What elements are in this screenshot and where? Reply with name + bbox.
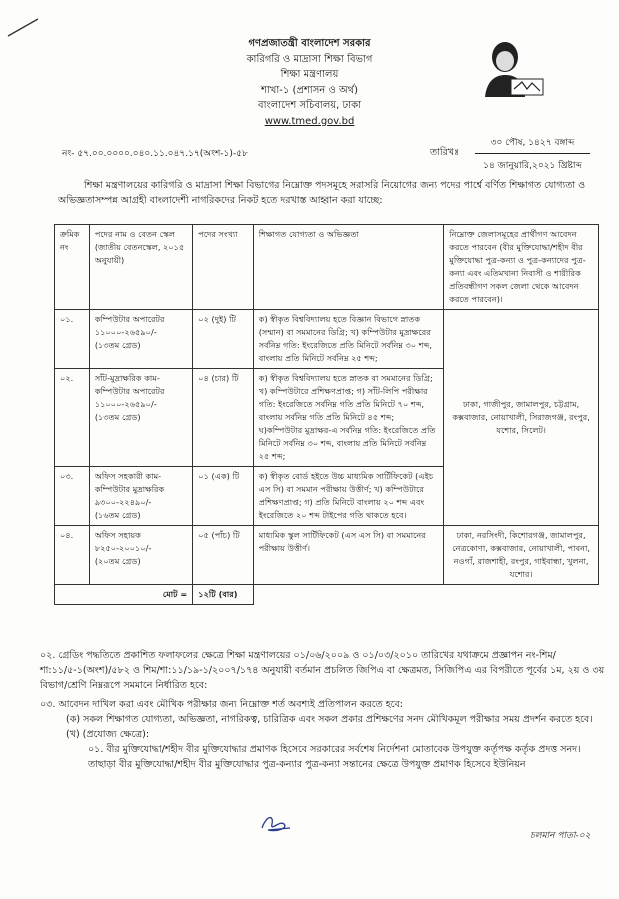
cell-post	[89, 467, 192, 526]
cell-districts-group1: ঢাকা, গাজীপুর, জামালপুর, চট্টগ্রাম, কক্সবাজার, নোয়াখালী, সিরাজগঞ্জ, রংপুর, যশোর, সিলেট।	[444, 310, 599, 526]
cell-count: ০২ (দুই) টি	[193, 310, 253, 369]
post-name: অফিস সহকারী কাম-কম্পিউটার মুদ্রাক্ষরিক	[94, 471, 165, 494]
table-header-row	[55, 225, 599, 310]
cell-qualification: ক) স্বীকৃত বিশ্ববিদ্যালয় হতে স্নাতক বা সমমানের ডিগ্রি; খ) কম্পিউটারে প্রশিক্ষণপ্রাপ্ত; গ) সাঁট-লিপি পরীক্ষার গতি: ইংরেজিতে সর্বনিম্ন গতি প্রতি মিনিটে ৭০ শব্দ, বাংলায় সর্বনিম্ন গতি প্রতি মিনিটে ৪৫ শব্দ; ঘ)কম্পিউটার মুদ্রাক্ষর-এ সর্বনিম্ন গতি: ইংরেজিতে প্রতি মিনিটে সর্বনিম্ন ৩০ শব্দ, বাংলায় প্রতি মিনিটে সর্বনিম্ন ২৫ শব্দ;	[253, 369, 444, 467]
initial-signature	[258, 810, 294, 836]
total-label: মোট =	[55, 585, 193, 605]
header-post: পদের নাম ও বেতন স্কেল (জাতীয় বেতনস্কেল, ২০১৫ অনুযায়ী)	[89, 225, 192, 310]
pay-scale: ১১০০০-২৬৫৯০/-	[94, 399, 157, 409]
memo-number: নং- ৫৭.০০.০০০০.০৪০.১১.০৪৭.১৭(অংশ-১)-৫৮	[62, 149, 248, 159]
grade: (১৩তম গ্রেড)	[94, 340, 141, 350]
date-block	[475, 134, 590, 173]
pen-mark	[6, 16, 40, 38]
grade: (১৬তম গ্রেড)	[94, 510, 141, 520]
date-label: তারিখঃ	[430, 147, 460, 158]
cell-qualification: ক) স্বীকৃত বোর্ড হইতে উচ্চ মাধ্যমিক সার্টিফিকেট (এইচ এস সি) বা সমমান পরীক্ষায় উত্তীর্ণ; খ) কম্পিউটারে প্রশিক্ষণপ্রাপ্ত; গ) প্রতি মিনিটে বাংলায় ২০ শব্দ এবং ইংরেজিতে ২০ শব্দ টাইপের গতি থাকতে হবে।	[253, 467, 444, 526]
paragraph-grading: ০২. গ্রেডিং পদ্ধতিতে প্রকাশিত ফলাফলের ক্ষেত্রে শিক্ষা মন্ত্রণালয়ের ০১/০৬/২০০৯ ও ০১/০৩/২০১০ তারিখের যথাক্রমে প্রজ্ঞাপন নং-শিম/শা:১১/৫-১(অংশ)/৫৮২ ও শিম/শা:১১/১৯-১/২০০৭/১৭৪ অনুযায়ী বর্তমান প্রচলিত জিপিএ বা ক্ষেত্রমত, সিজিপিএ এর বিপরীতে পূর্বের ১ম, ২য় ও ৩য় বিভাগ/শ্রেণি নিম্নরূপে সমমানে নির্ধারিত হবে:	[40, 650, 605, 691]
pay-scale: ৯৩০০-২২৪৯০/-	[94, 497, 152, 507]
paragraph-conditions: ০৩. আবেদন দাখিল করা এবং মৌখিক পরীক্ষার জন্য নিম্নোক্ত শর্ত অবশ্যই প্রতিপালন করতে হবে:	[40, 699, 403, 710]
cell-serial: ০২.	[55, 369, 90, 467]
cell-qualification: ক) স্বীকৃত বিশ্ববিদ্যালয় হতে বিজ্ঞান বিভাগে স্নাতক (সম্মান) বা সমমানের ডিগ্রি; খ) কম্পিউটার মুদ্রাক্ষরের সর্বনিম্ন গতি: ইংরেজিতে প্রতি মিনিটে সর্বনিম্ন ৩০ শব্দ, বাংলায় প্রতি মিনিটে সর্বনিম্ন ২৫ শব্দ;	[253, 310, 444, 369]
cell-count: ০৪ (চার) টি	[193, 369, 253, 467]
post-name: কম্পিউটার অপারেটর	[94, 314, 165, 324]
cell-count: ০৫ (পাঁচ) টি	[193, 526, 253, 585]
cell-post	[89, 310, 192, 369]
table-row	[55, 310, 599, 369]
header-qualification: শিক্ষাগত যোগ্যতা ও অভিজ্ঞতা	[253, 225, 444, 310]
date-bangla: ৩০ পৌষ, ১৪২৭ বঙ্গাব্দ	[475, 134, 590, 154]
total-value: ১২টি (বার)	[193, 585, 253, 605]
cell-post	[89, 526, 192, 585]
cell-serial: ০৩.	[55, 467, 90, 526]
website-link[interactable]: www.tmed.gov.bd	[264, 115, 355, 127]
government-name: গণপ্রজাতন্ত্রী বাংলাদেশ সরকার	[248, 38, 371, 49]
intro-paragraph: শিক্ষা মন্ত্রণালয়ের কারিগরি ও মাদ্রাসা শিক্ষা বিভাগের নিম্নোক্ত পদসমূহে সরাসরি নিয়োগের জন্য পদের পার্শ্বে বর্ণিত শিক্ষাগত যোগ্যতা ও অভিজ্ঞতাসম্পন্ন আগ্রহী বাংলাদেশী নাগরিকদের নিকট হতে দরখাস্ত আহ্বান করা যাচ্ছে:	[58, 180, 586, 206]
condition-b: (খ) (প্রযোজ্য ক্ষেত্রে):	[66, 729, 150, 740]
table-total-row	[55, 585, 599, 605]
cell-count: ০১ (এক) টি	[193, 467, 253, 526]
header-districts: নিম্নোক্ত জেলাসমূহের প্রার্থীগণ আবেদন করতে পারবেন (বীর মুক্তিযোদ্ধা/শহীদ বীর মুক্তিযোদ্ধা পুত্র-কন্যা ও পুত্র-কন্যাদের পুত্র-কন্যা এবং এতিমখানা নিবাসী ও শারীরিক প্রতিবন্ধীগণ সকল জেলা থেকে আবেদন করতে পারবেন)।	[444, 225, 599, 310]
mujib-centenary-logo	[475, 35, 545, 97]
continued-page-note: চলমান পাতা-০২	[530, 831, 591, 841]
header-count: পদের সংখ্যা	[193, 225, 253, 310]
pay-scale: ১১০০০-২৬৫৯০/-	[94, 327, 157, 337]
cell-qualification: মাধ্যমিক স্কুল সার্টিফিকেট (এস এস সি) বা সমমানের পরীক্ষায় উত্তীর্ণ।	[253, 526, 444, 585]
post-name: অফিস সহায়ক	[94, 530, 141, 540]
cell-districts-group2: ঢাকা, নরসিংদী, কিশোরগঞ্জ, জামালপুর, নেত্রকোণা, কক্সবাজার, নোয়াখালী, পাবনা, নওগাঁ, রাজশাহী, রংপুর, গাইবান্ধা, খুলনা, যশোর।	[444, 526, 599, 585]
date-english: ১৪ জানুয়ারি,২০২১ খ্রিষ্টাব্দ	[483, 161, 582, 171]
grade: (২০তম গ্রেড)	[94, 556, 141, 566]
body-text	[40, 648, 605, 772]
condition-a: (ক) সকল শিক্ষাগত যোগ্যতা, অভিজ্ঞতা, নাগরিকত্ব, চারিত্রিক এবং সকল প্রকার প্রশিক্ষণের সনদ মৌখিকমূল পরীক্ষার সময় প্রদর্শন করতে হবে।	[66, 714, 593, 725]
grade: (১৩তম গ্রেড)	[94, 412, 141, 422]
cell-serial: ০১.	[55, 310, 90, 369]
pay-scale: ৮২৫০-২০০১০/-	[94, 543, 152, 553]
condition-b-1: ০১. বীর মুক্তিযোদ্ধা/শহীদ বীর মুক্তিযোদ্ধার প্রমাণক হিসেবে সরকারের সর্বশেষ নির্দেশনা মোতাবেক উপযুক্ত কর্তৃপক্ষ কর্তৃক প্রদত্ত সনদ। তাছাড়া বীর মুক্তিযোদ্ধা/শহীদ বীর মুক্তিযোদ্ধার পুত্র-কন্যার পুত্র-কন্যা সন্তানের ক্ষেত্রে উপযুক্ত প্রমাণক হিসেবে ইউনিয়ন	[88, 744, 581, 770]
table-row	[55, 526, 599, 585]
division-name: কারিগরি ও মাদ্রাসা শিক্ষা বিভাগ	[246, 53, 373, 65]
vacancy-table	[54, 224, 599, 605]
cell-post	[89, 369, 192, 467]
header-serial: ক্রমিক নং	[55, 225, 90, 310]
post-name: সাঁট-মুদ্রাক্ষরিক কাম-কম্পিউটার অপারেটর	[94, 373, 165, 396]
branch-name: শাখা-১ (প্রশাসন ও অর্থ)	[260, 84, 359, 96]
cell-serial: ০৪.	[55, 526, 90, 585]
ministry-name: শিক্ষা মন্ত্রণালয়	[280, 69, 339, 80]
office-address: বাংলাদেশ সচিবালয়, ঢাকা	[258, 100, 361, 111]
